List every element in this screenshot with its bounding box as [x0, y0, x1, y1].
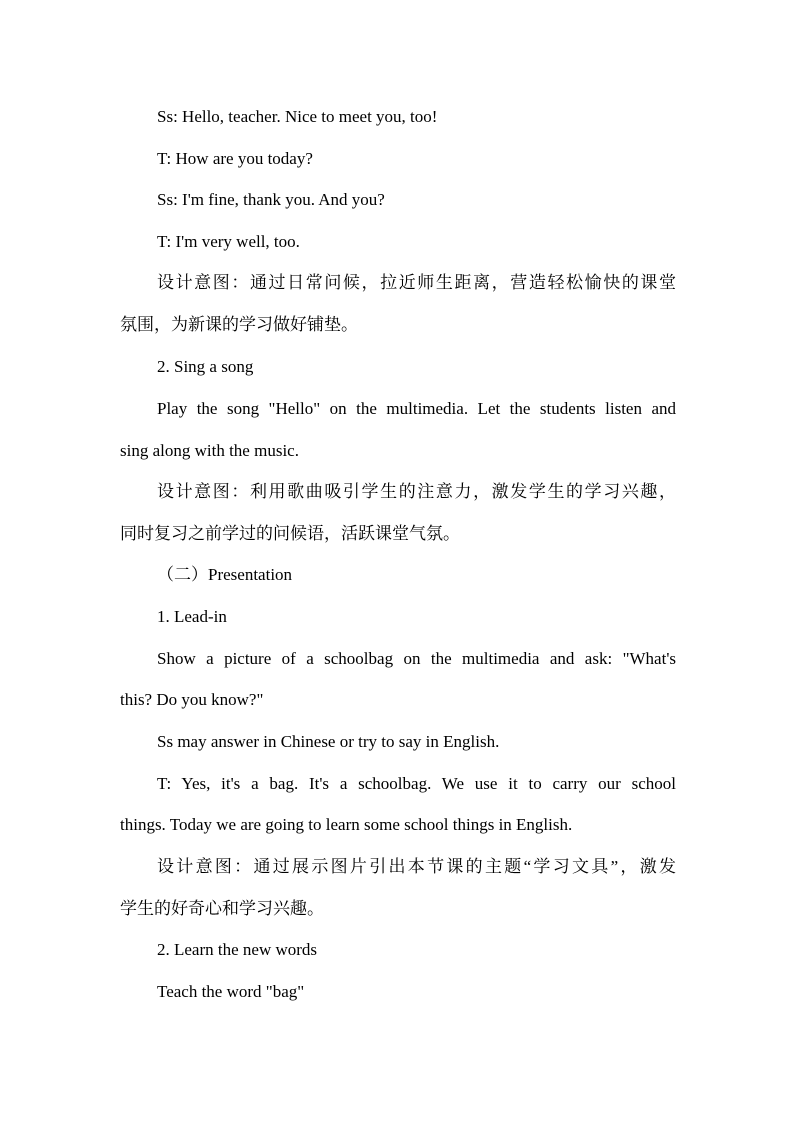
section-heading: 2. Learn the new words	[157, 940, 318, 959]
design-intent-paragraph-continuation: 学生的好奇心和学习兴趣。	[120, 899, 324, 918]
instruction-line: Teach the word "bag"	[157, 982, 305, 1001]
teacher-paragraph: T: Yes, it's a bag. It's a schoolbag. We use it to carry our school	[157, 774, 676, 793]
design-intent-paragraph: 设计意图：通过展示图片引出本节课的主题“学习文具”，激发	[157, 857, 676, 876]
instruction-paragraph-continuation: this? Do you know?"	[120, 690, 264, 709]
instruction-line: Ss may answer in Chinese or try to say in English.	[157, 732, 500, 751]
dialogue-line: Ss: Hello, teacher. Nice to meet you, too!	[157, 107, 438, 126]
section-heading: 1. Lead-in	[157, 607, 227, 626]
design-intent-paragraph-continuation: 同时复习之前学过的问候语，活跃课堂气氛。	[120, 524, 460, 543]
dialogue-line: T: I'm very well, too.	[157, 232, 300, 251]
teacher-paragraph-continuation: things. Today we are going to learn some school things in English.	[120, 815, 573, 834]
design-intent-paragraph: 设计意图：利用歌曲吸引学生的注意力，激发学生的学习兴趣，	[157, 482, 676, 501]
design-intent-paragraph: 设计意图：通过日常问候，拉近师生距离，营造轻松愉快的课堂	[157, 273, 676, 292]
design-intent-paragraph-continuation: 氛围，为新课的学习做好铺垫。	[120, 315, 358, 334]
instruction-paragraph: Show a picture of a schoolbag on the multimedia and ask: "What's	[157, 649, 676, 668]
dialogue-line: Ss: I'm fine, thank you. And you?	[157, 190, 385, 209]
section-heading: 2. Sing a song	[157, 357, 254, 376]
dialogue-line: T: How are you today?	[157, 149, 313, 168]
instruction-paragraph-continuation: sing along with the music.	[120, 441, 299, 460]
part-heading: （二）Presentation	[157, 565, 293, 584]
instruction-paragraph: Play the song "Hello" on the multimedia. Let the students listen and	[157, 399, 676, 418]
